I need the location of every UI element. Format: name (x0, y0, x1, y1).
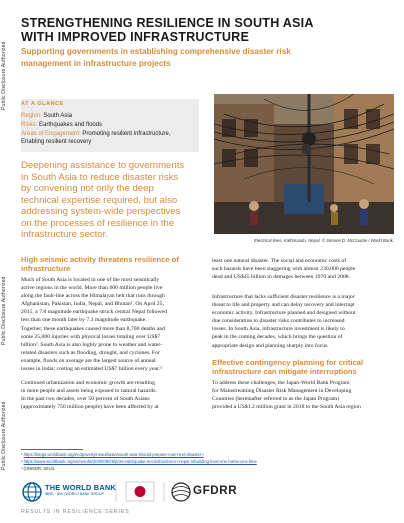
infrastructure-threat-paragraph (212, 293, 398, 350)
glance-areas (21, 130, 201, 138)
text-line: 2015, a 7.8 magnitude earthquake struck central Nepal followed (21, 309, 167, 316)
page-title-line-2: WITH IMPROVED INFRASTRUCTURE (21, 29, 250, 44)
glance-risks (21, 121, 201, 129)
world-bank-name: THE WORLD BANK (45, 483, 116, 492)
lead-paragraph (21, 160, 203, 241)
section-heading-line: infrastructure (21, 264, 71, 273)
section-heading-contingency (212, 358, 398, 376)
kathmandu-street-illustration (214, 94, 394, 234)
disclosure-label-bottom: Public Disclosure Authorized (1, 401, 7, 470)
text-line: less than one month later by 7.3 magnitude earthquake. (21, 317, 147, 324)
text-line: related disasters such as flooding, drought, and cyclones. For (21, 349, 160, 356)
text-line: economic activity. Infrastructure planned and designed without (212, 310, 356, 317)
disaster-cost-paragraph (212, 257, 398, 281)
photo-caption: Electrical lines, Kathmandu, Nepal. © Simone D. McCourtie / World Bank. (253, 238, 394, 243)
footnote-2 (21, 459, 257, 464)
text-line: losses in India; costing an estimated US$7 billion every year.³ (21, 366, 162, 373)
page-title-line-1: STRENGTHENING RESILIENCE IN SOUTH ASIA (21, 16, 314, 30)
glance-areas-key: Areas of Engagement: (21, 131, 81, 137)
lead-line: Deepening assistance to governments (21, 160, 185, 171)
text-line: for Mainstreaming Disaster Risk Management in Developing (212, 388, 352, 395)
lead-line: addressing system-wide perspectives (21, 206, 181, 217)
glance-region-value: South Asia (43, 113, 73, 119)
series-label: RESULTS IN RESILIENCE SERIES (21, 509, 130, 515)
page-subtitle-line-1: Supporting governments in establishing comprehensive disaster risk (21, 47, 291, 56)
disclosure-sidebar (0, 0, 12, 523)
text-line: active regions in the world. More than 600 million people live (21, 285, 163, 292)
lead-line: infrastructure sector. (21, 229, 108, 240)
footnote-number: ¹ (21, 452, 23, 457)
disclosure-label-middle: Public Disclosure Authorized (1, 276, 7, 345)
page-title (21, 17, 396, 44)
world-bank-globe-icon (23, 483, 41, 501)
footer-logos (21, 480, 281, 502)
text-line: losses. In South Asia, infrastructure investment is likely to (212, 326, 345, 333)
footnote-3: ³ (UNISDR, 2014). (21, 466, 56, 471)
text-line: dead and US$45 billion in damages between 1970 and 2008. (212, 274, 351, 281)
text-line: due consideration to disaster risks contributes to increased (212, 318, 345, 325)
section-heading-line: Effective contingency planning for critical (212, 358, 364, 367)
glance-risks-key: Risks: (21, 122, 38, 128)
text-line: appropriate design and planning sharply into focus. (212, 342, 329, 349)
seismic-paragraph-2 (21, 379, 211, 411)
at-a-glance-heading: AT A GLANCE (21, 101, 64, 107)
text-line: along the fault-line across the Himalayan belt that runs through (21, 293, 165, 300)
text-line: Infrastructure that lacks sufficient disaster resilience is a major (212, 294, 355, 300)
text-line: billion². South Asia is also highly prone to weather and water- (21, 341, 163, 348)
page-subtitle-line-2: management in infrastructure projects (21, 59, 171, 69)
page-subtitle (21, 46, 311, 70)
japan-flag-icon (126, 482, 154, 501)
disclosure-label-top: Public Disclosure Authorized (1, 41, 7, 110)
world-bank-group-label: IBRD · IDA | WORLD BANK GROUP (45, 492, 104, 496)
glance-areas-value-1: Promoting resilient infrastructure, (82, 131, 171, 137)
footnote-link-1[interactable]: https://blogs.worldbank.org/endpovertyinsouthasia/south-asia-should-prepare-now-next-disaster-i (23, 452, 204, 457)
text-line: such hazards have been staggering with almost 230,000 people (212, 266, 356, 273)
text-line: (approximately 750 million people) have been affected by at (21, 404, 159, 411)
text-line: peak in the coming decades, which brings the question of (212, 334, 343, 341)
footnote-divider (21, 449, 83, 450)
text-line: Countries (hereinafter referred to as the Japan Program) (212, 396, 340, 403)
street-photo (214, 94, 394, 234)
glance-risks-value: Earthquakes and floods (39, 122, 103, 128)
footnote-1 (21, 452, 204, 457)
section-heading-line: infrastructure can mitigate interruptions (212, 367, 357, 376)
section-heading-line: High seismic activity threatens resilience of (21, 255, 179, 264)
lead-line: technical expertise required, but also (21, 194, 178, 206)
text-line: Much of South Asia is located in one of the most seismically (21, 277, 160, 283)
gfdrr-name: GFDRR (193, 484, 238, 497)
text-line: example, floods on average are the largest source of annual (21, 357, 156, 364)
glance-region-key: Region: (21, 113, 42, 119)
lead-line: by convening not only the deep (21, 183, 154, 194)
gfdrr-globe-icon (172, 483, 190, 501)
text-line: In the past two decades, over 50 percent of South Asians (21, 396, 150, 403)
text-line: least one natural disaster. The social and economic costs of (212, 258, 347, 264)
section-heading-seismic (21, 255, 211, 273)
lead-line: on the processes of resilience in the (21, 217, 175, 229)
glance-areas-line-2: Enabling resilient recovery (21, 139, 92, 145)
text-line: Continued urbanization and economic growth are resulting (21, 380, 155, 386)
footnote-number: ² (21, 459, 23, 464)
text-line: Afghanistan, Pakistan, India, Nepal, and Bhutan¹. On April 25, (21, 301, 164, 308)
lead-line: in South Asia to reduce disaster risks (21, 171, 179, 183)
glance-region (21, 112, 201, 120)
text-line: To address these challenges, the Japan-World Bank Program (212, 380, 350, 386)
japan-program-paragraph (212, 379, 398, 411)
text-line: some 25,000 injuries with physical losses totaling over US$7 (21, 333, 161, 340)
text-line: Together, these earthquakes caused more than 8,700 deaths and (21, 325, 166, 332)
text-line: in more people and assets being exposed to natural hazards. (21, 388, 157, 395)
seismic-paragraph-1 (21, 276, 211, 373)
text-line: provided a US$1.2 million grant in 2018 to the South Asia region (212, 404, 361, 411)
footnote-link-2[interactable]: https://www.worldbank.org/en/results/2020/09/25/post-earthquake-reconstruction-in-nepal-rebuilding-lives-one-home-at-a-time (23, 459, 257, 464)
text-line: threat to life and property and can delay recovery and interrupt (212, 302, 355, 309)
